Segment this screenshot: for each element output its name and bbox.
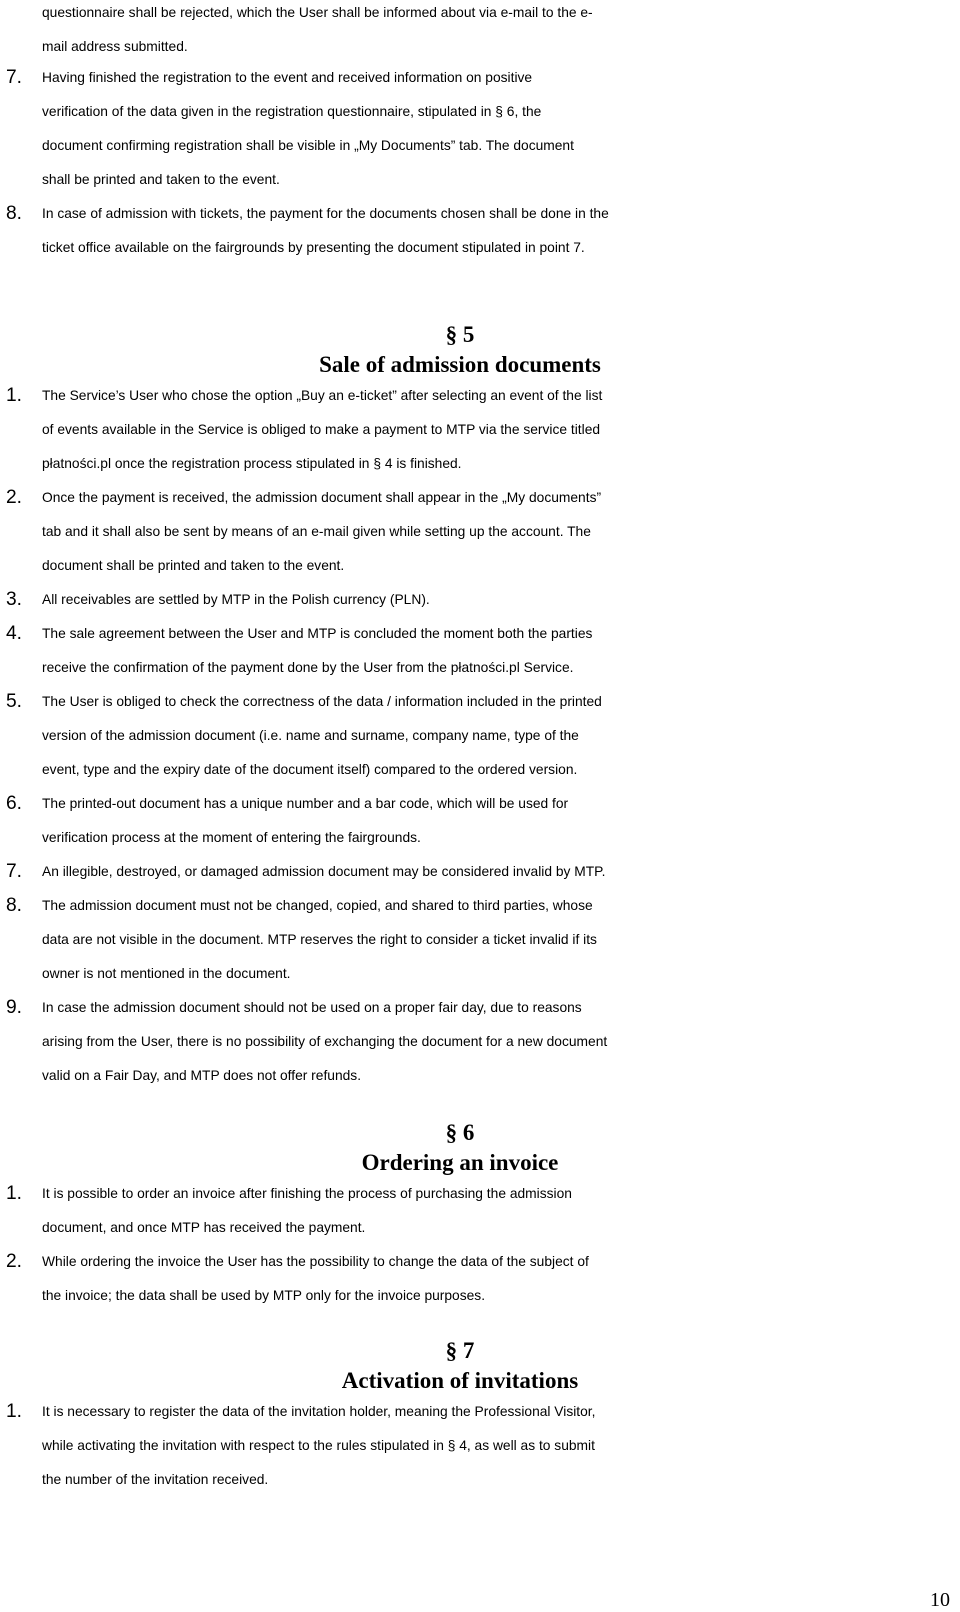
text-line: event, type and the expiry date of the document itself) compared to the ordered version. xyxy=(42,762,578,777)
item-number: 8. xyxy=(6,895,23,916)
section-title: Activation of invitations xyxy=(341,1368,579,1393)
text-line: It is necessary to register the data of the invitation holder, meaning the Professional Visitor, xyxy=(42,1404,596,1419)
text-line: It is possible to order an invoice after finishing the process of purchasing the admission xyxy=(42,1186,572,1201)
text-line: The admission document must not be changed, copied, and shared to third parties, whose xyxy=(42,898,593,913)
text-line: The User is obliged to check the correctness of the data / information included in the printed xyxy=(42,694,602,709)
text-line: Having finished the registration to the event and received information on positive xyxy=(42,70,533,85)
text-line: document confirming registration shall be visible in „My Documents” tab. The document xyxy=(42,138,574,153)
text-line: shall be printed and taken to the event. xyxy=(42,172,280,187)
text-line: arising from the User, there is no possibility of exchanging the document for a new document xyxy=(42,1034,608,1049)
text-line: All receivables are settled by MTP in the Polish currency (PLN). xyxy=(42,592,430,607)
section-number: § 5 xyxy=(445,322,475,347)
text-line: data are not visible in the document. MTP reserves the right to consider a ticket invalid if its xyxy=(42,932,597,947)
page-number: 10 xyxy=(930,1589,950,1611)
item-number: 5. xyxy=(6,691,23,712)
text-line: questionnaire shall be rejected, which the User shall be informed about via e-mail to the e- xyxy=(42,5,593,20)
text-line: the invoice; the data shall be used by MTP only for the invoice purposes. xyxy=(42,1288,486,1303)
text-line: version of the admission document (i.e. name and surname, company name, type of the xyxy=(42,728,579,743)
text-line: mail address submitted. xyxy=(42,39,188,54)
section-number: § 7 xyxy=(445,1338,475,1363)
text-line: document shall be printed and taken to the event. xyxy=(42,558,345,573)
item-number: 6. xyxy=(6,793,23,814)
text-line: owner is not mentioned in the document. xyxy=(42,966,291,981)
text-line: while activating the invitation with respect to the rules stipulated in § 4, as well as to submit xyxy=(42,1438,595,1453)
item-number: 1. xyxy=(6,1401,23,1422)
item-number: 7. xyxy=(6,861,23,882)
text-line: The sale agreement between the User and MTP is concluded the moment both the parties xyxy=(42,626,593,641)
item-number: 3. xyxy=(6,589,23,610)
text-line: verification process at the moment of entering the fairgrounds. xyxy=(42,830,421,845)
item-number: 1. xyxy=(6,1183,23,1204)
text-line: verification of the data given in the registration questionnaire, stipulated in § 6, the xyxy=(42,104,542,119)
text-line: the number of the invitation received. xyxy=(42,1472,269,1487)
text-line: ticket office available on the fairgrounds by presenting the document stipulated in point 7. xyxy=(42,240,585,255)
text-line: While ordering the invoice the User has the possibility to change the data of the subject of xyxy=(42,1254,589,1269)
text-line: document, and once MTP has received the payment. xyxy=(42,1220,366,1235)
text-line: The Service’s User who chose the option „Buy an e-ticket” after selecting an event of the list xyxy=(42,388,603,403)
text-line: of events available in the Service is obliged to make a payment to MTP via the service titled xyxy=(42,422,601,437)
section-title: Sale of admission documents xyxy=(319,352,601,377)
item-number: 2. xyxy=(6,487,23,508)
item-number: 7. xyxy=(6,67,23,88)
section-title: Ordering an invoice xyxy=(361,1150,559,1175)
item-number: 1. xyxy=(6,385,23,406)
text-line: Once the payment is received, the admission document shall appear in the „My documents” xyxy=(42,490,602,505)
text-line: The printed-out document has a unique number and a bar code, which will be used for xyxy=(42,796,569,811)
text-line: tab and it shall also be sent by means of an e-mail given while setting up the account. The xyxy=(42,524,591,539)
text-line: In case of admission with tickets, the payment for the documents chosen shall be done in the xyxy=(42,206,609,221)
item-number: 9. xyxy=(6,997,23,1018)
text-line: In case the admission document should not be used on a proper fair day, due to reasons xyxy=(42,1000,582,1015)
item-number: 8. xyxy=(6,203,23,224)
item-number: 2. xyxy=(6,1251,23,1272)
text-line: valid on a Fair Day, and MTP does not offer refunds. xyxy=(42,1068,362,1083)
text-line: receive the confirmation of the payment done by the User from the płatności.pl Service. xyxy=(42,660,574,675)
text-line: An illegible, destroyed, or damaged admission document may be considered invalid by MTP. xyxy=(42,864,606,879)
section-number: § 6 xyxy=(445,1120,475,1145)
item-number: 4. xyxy=(6,623,23,644)
text-line: płatności.pl once the registration process stipulated in § 4 is finished. xyxy=(42,456,462,471)
